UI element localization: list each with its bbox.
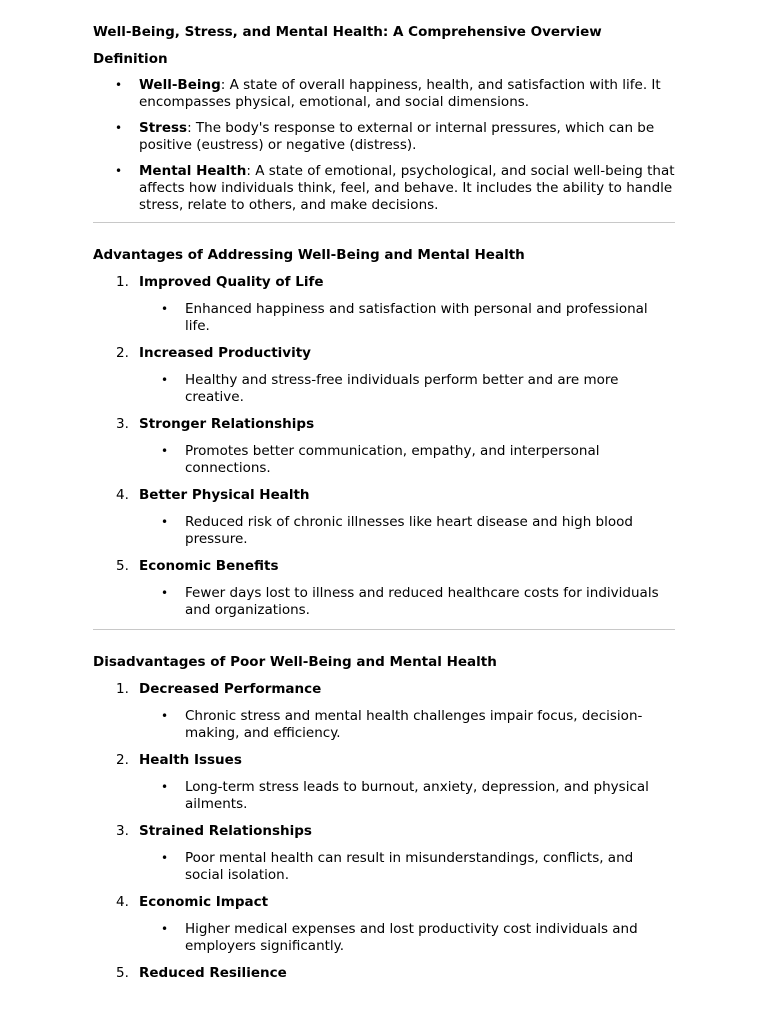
section-divider xyxy=(93,629,675,630)
item-number: 2. xyxy=(116,752,129,768)
advantages-list xyxy=(93,274,675,619)
item-number: 4. xyxy=(116,894,129,910)
item-detail: • Reduced risk of chronic illnesses like heart disease and high blood pressure. xyxy=(139,514,675,548)
item-detail: • Higher medical expenses and lost productivity cost individuals and employers significantly. xyxy=(139,921,675,955)
item-title: Better Physical Health xyxy=(139,487,310,503)
advantage-item xyxy=(93,487,675,548)
item-details xyxy=(139,372,675,406)
item-details xyxy=(139,921,675,955)
definition-text: : A state of emotional, psychological, and social well-being that affects how individuals think, feel, and behave. It includes the ability to handle stress, relate to others, and make decisions. xyxy=(139,163,675,213)
definition-term: Stress xyxy=(139,120,188,136)
item-details xyxy=(139,585,675,619)
disadvantage-item xyxy=(93,894,675,955)
definition-text: : The body's response to external or internal pressures, which can be positive (eustress) or negative (distress). xyxy=(139,120,655,153)
disadvantages-list xyxy=(93,681,675,982)
item-number: 4. xyxy=(116,487,129,503)
advantage-item xyxy=(93,558,675,619)
item-detail: • Enhanced happiness and satisfaction with personal and professional life. xyxy=(139,301,675,335)
item-detail: • Fewer days lost to illness and reduced healthcare costs for individuals and organizations. xyxy=(139,585,675,619)
item-number: 1. xyxy=(116,274,129,290)
item-details xyxy=(139,779,675,813)
section-divider xyxy=(93,222,675,223)
advantage-item xyxy=(93,274,675,335)
definition-item-stress xyxy=(93,120,675,154)
item-number: 5. xyxy=(116,558,129,574)
item-detail: • Healthy and stress-free individuals perform better and are more creative. xyxy=(139,372,675,406)
document-page xyxy=(93,0,675,982)
item-number: 5. xyxy=(116,965,129,981)
disadvantages-heading: Disadvantages of Poor Well-Being and Mental Health xyxy=(93,654,497,670)
item-title: Strained Relationships xyxy=(139,823,312,839)
item-detail: • Promotes better communication, empathy, and interpersonal connections. xyxy=(139,443,675,477)
item-details xyxy=(139,443,675,477)
item-number: 3. xyxy=(116,416,129,432)
item-number: 2. xyxy=(116,345,129,361)
item-title: Health Issues xyxy=(139,752,242,768)
advantage-item xyxy=(93,416,675,477)
definition-term: Well-Being xyxy=(139,77,221,93)
definition-list xyxy=(93,77,675,214)
item-detail: • Chronic stress and mental health challenges impair focus, decision-making, and efficiency. xyxy=(139,708,675,742)
item-number: 1. xyxy=(116,681,129,697)
item-details xyxy=(139,514,675,548)
item-title: Stronger Relationships xyxy=(139,416,315,432)
item-title: Reduced Resilience xyxy=(139,965,287,981)
definition-item-mental-health xyxy=(93,163,675,214)
item-title: Economic Impact xyxy=(139,894,269,910)
item-title: Improved Quality of Life xyxy=(139,274,324,290)
item-detail: • Poor mental health can result in misunderstandings, conflicts, and social isolation. xyxy=(139,850,675,884)
item-title: Decreased Performance xyxy=(139,681,322,697)
disadvantage-item xyxy=(93,823,675,884)
item-details xyxy=(139,850,675,884)
definition-term: Mental Health xyxy=(139,163,247,179)
disadvantage-item xyxy=(93,752,675,813)
disadvantage-item xyxy=(93,681,675,742)
definition-text: : A state of overall happiness, health, and satisfaction with life. It encompasses physical, emotional, and social dimensions. xyxy=(139,77,661,110)
item-title: Economic Benefits xyxy=(139,558,279,574)
item-details xyxy=(139,301,675,335)
definition-item-well-being xyxy=(93,77,675,111)
document-title: Well-Being, Stress, and Mental Health: A Comprehensive Overview xyxy=(93,24,602,40)
item-details xyxy=(139,708,675,742)
advantage-item xyxy=(93,345,675,406)
definition-heading: Definition xyxy=(93,51,168,67)
item-detail: • Long-term stress leads to burnout, anxiety, depression, and physical ailments. xyxy=(139,779,675,813)
item-number: 3. xyxy=(116,823,129,839)
disadvantage-item xyxy=(93,965,675,982)
advantages-heading: Advantages of Addressing Well-Being and Mental Health xyxy=(93,247,525,263)
item-title: Increased Productivity xyxy=(139,345,311,361)
